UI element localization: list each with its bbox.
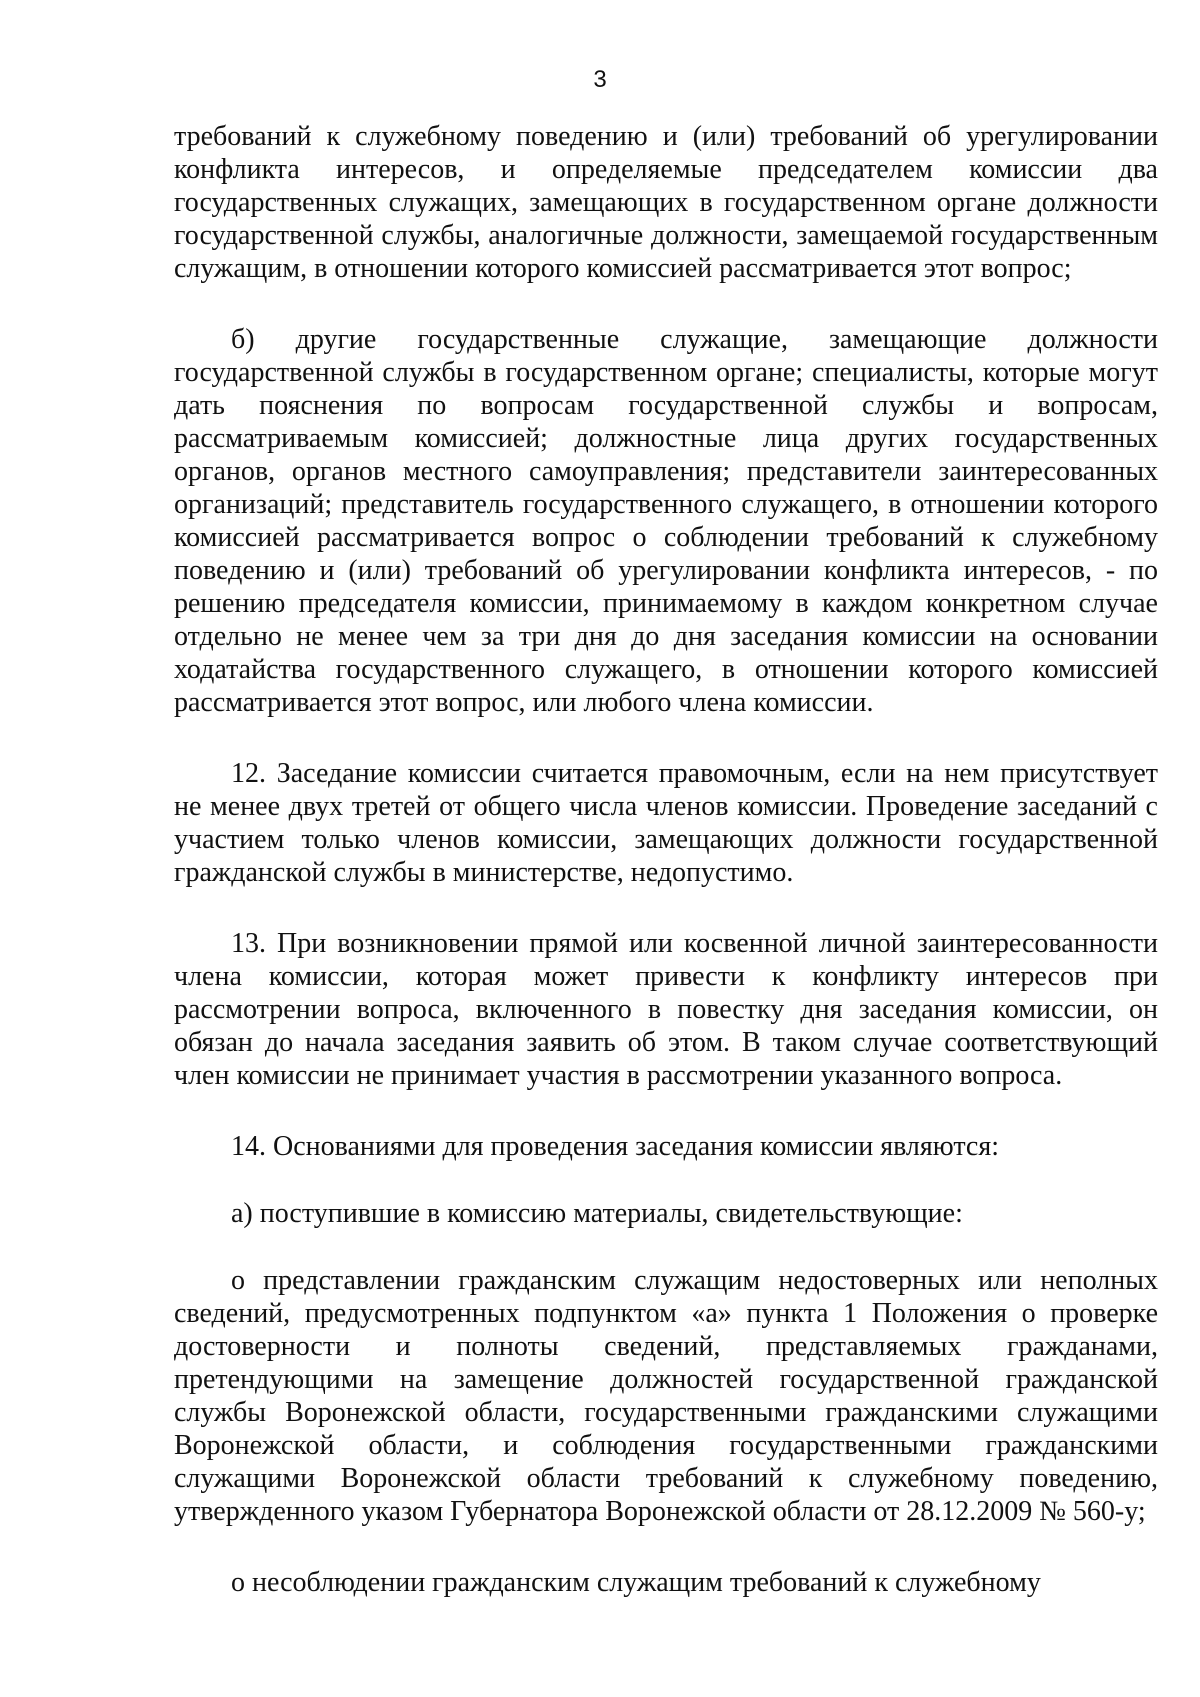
paragraph-false-information: о представлении гражданским служащим недостоверных или неполных сведений, предусмотренных подпунктом «а» пункта 1 Положения о проверке достоверности и полноты сведений, представляемых гражданами, претендующими на замещение должностей государственной гражданской службы Воронежской области, государственными гражданскими служащими Воронежской области, и соблюдения государственными гражданскими служащими Воронежской области требований к служебному поведению, утвержденного указом Губернатора Воронежской области от 28.12.2009 № 560-у; <box>174 1265 1158 1527</box>
paragraph-14-a: а) поступившие в комиссию материалы, свидетельствующие: <box>231 1198 963 1229</box>
document-body <box>174 120 1158 1637</box>
paragraph-continuation: требований к служебному поведению и (или) требований об урегулировании конфликта интересов, и определяемые председателем комиссии два государственных служащих, замещающих в государственном органе должности государственной службы, аналогичные должности, замещаемой государственным служащим, в отношении которого комиссией рассматривается этот вопрос; <box>174 121 1158 284</box>
paragraph-13: 13. При возникновении прямой или косвенной личной заинтересованности члена комиссии, которая может привести к конфликту интересов при рассмотрении вопроса, включенного в повестку дня заседания комиссии, он обязан до начала заседания заявить об этом. В таком случае соответствующий член комиссии не принимает участия в рассмотрении указанного вопроса. <box>174 928 1158 1091</box>
paragraph-non-compliance: о несоблюдении гражданским служащим требований к служебному <box>231 1567 1041 1598</box>
paragraph-item-b: б) другие государственные служащие, замещающие должности государственной службы в государственном органе; специалисты, которые могут дать пояснения по вопросам государственной службы и вопросам, рассматриваемым комиссией; должностные лица других государственных органов, органов местного самоуправления; представители заинтересованных организаций; представитель государственного служащего, в отношении которого комиссией рассматривается вопрос о соблюдении требований к служебному поведению и (или) требований об урегулировании конфликта интересов, - по решению председателя комиссии, принимаемому в каждом конкретном случае отдельно не менее чем за три дня до дня заседания комиссии на основании ходатайства государственного служащего, в отношении которого комиссией рассматривается этот вопрос, или любого члена комиссии. <box>174 324 1158 718</box>
paragraph-14: 14. Основаниями для проведения заседания комиссии являются: <box>231 1131 999 1162</box>
paragraph-12: 12. Заседание комиссии считается правомочным, если на нем присутствует не менее двух третей от общего числа членов комиссии. Проведение заседаний с участием только членов комиссии, замещающих должности государственной гражданской службы в министерстве, недопустимо. <box>174 758 1158 888</box>
page-number: 3 <box>593 66 607 93</box>
